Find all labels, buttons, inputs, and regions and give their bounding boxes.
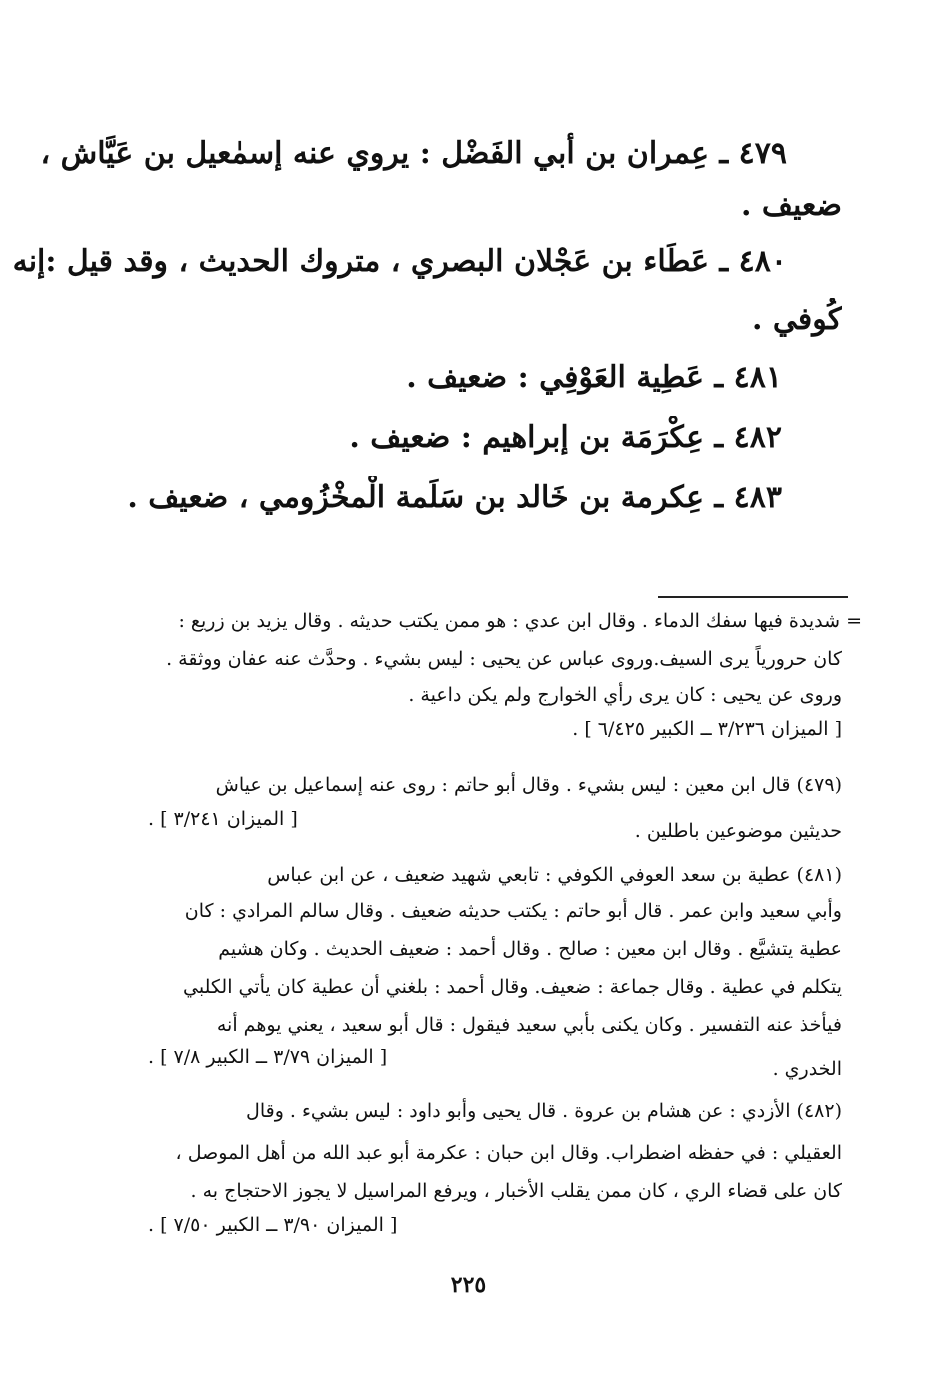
entry-482: ٤٨٢ ـ عِكْرَمَة بن إبراهيم : ضعيف . [349, 420, 782, 455]
page-number: ٢٢٥ [450, 1272, 487, 1298]
footnote-prev-citation: [ الميزان ٣/٢٣٦ ــ الكبير ٦/٤٢٥ ] . [572, 718, 842, 740]
footnote-481-citation: [ الميزان ٣/٧٩ ــ الكبير ٧/٨ ] . [148, 1046, 388, 1068]
footnote-482-line-1: (٤٨٢) الأزدي : عن هشام بن عروة . قال يحيى وأبو داود : ليس بشيء . وقال [246, 1100, 842, 1122]
footnote-482-line-3: كان على قضاء الري ، كان ممن يقلب الأخبار ، ويرفع المراسيل لا يجوز الاحتجاج به . [190, 1180, 842, 1202]
footnote-481-line-1: (٤٨١) عطية بن سعد العوفي الكوفي : تابعي شهيد ضعيف ، عن ابن عباس [267, 864, 842, 886]
entry-483: ٤٨٣ ـ عِكرمة بن خَالد بن سَلَمة الْمخْزُومي ، ضعيف . [127, 480, 782, 515]
footnote-479-line-1: (٤٧٩) قال ابن معين : ليس بشيء . وقال أبو حاتم : روى عنه إسماعيل بن عياش [215, 774, 842, 796]
footnote-482-citation: [ الميزان ٣/٩٠ ــ الكبير ٧/٥٠ ] . [148, 1214, 398, 1236]
footnote-479-citation: [ الميزان ٣/٢٤١ ] . [148, 808, 298, 830]
footnote-481-line-3: عطية يتشيَّع . وقال ابن معين : صالح . وقال أحمد : ضعيف الحديث . وكان هشيم [218, 938, 842, 960]
footnote-481-line-5: فيأخذ عنه التفسير . وكان يكنى بأبي سعيد فيقول : قال أبو سعيد ، يعني يوهم أنه [216, 1014, 842, 1036]
footnote-prev-line-1: = شديدة فيها سفك الدماء . وقال ابن عدي : هو ممن يكتب حديثه . وقال يزيد بن زريع : [178, 610, 862, 632]
footnote-prev-line-2: كان حرورياً يرى السيف.وروى عباس عن يحيى : ليس بشيء . وحدَّث عنه عفان ووثقة . [166, 648, 842, 670]
entry-480-line-1: ٤٨٠ ـ عَطَاء بن عَجْلان البصري ، متروك الحديث ، وقد قيل :إنه [12, 244, 787, 279]
footnote-481-line-6: الخدري . [772, 1058, 842, 1080]
footnote-482-line-2: العقيلي : في حفظه اضطراب. وقال ابن حبان : عكرمة أبو عبد الله من أهل الموصل ، [175, 1142, 842, 1164]
footnote-prev-line-3: وروى عن يحيى : كان يرى رأي الخوارج ولم يكن داعية . [408, 684, 842, 706]
footnote-separator [658, 596, 848, 598]
footnote-481-line-4: يتكلم في عطية . وقال جماعة : ضعيف. وقال أحمد : بلغني أن عطية كان يأتي الكلبي [183, 976, 842, 998]
entry-479-line-2: ضعيف . [741, 188, 842, 223]
entry-481: ٤٨١ ـ عَطِية العَوْفِي : ضعيف . [406, 360, 782, 395]
footnote-479-line-2: حديثين موضوعين باطلين . [634, 820, 842, 842]
footnote-481-line-2: وأبي سعيد وابن عمر . قال أبو حاتم : يكتب حديثه ضعيف . وقال سالم المرادي : كان [184, 900, 842, 922]
entry-480-line-2: كُوفي . [751, 302, 842, 337]
entry-479-line-1: ٤٧٩ ـ عِمران بن أبي الفَضْل : يروي عنه إسمٰعيل بن عَيَّاش ، [40, 136, 787, 171]
